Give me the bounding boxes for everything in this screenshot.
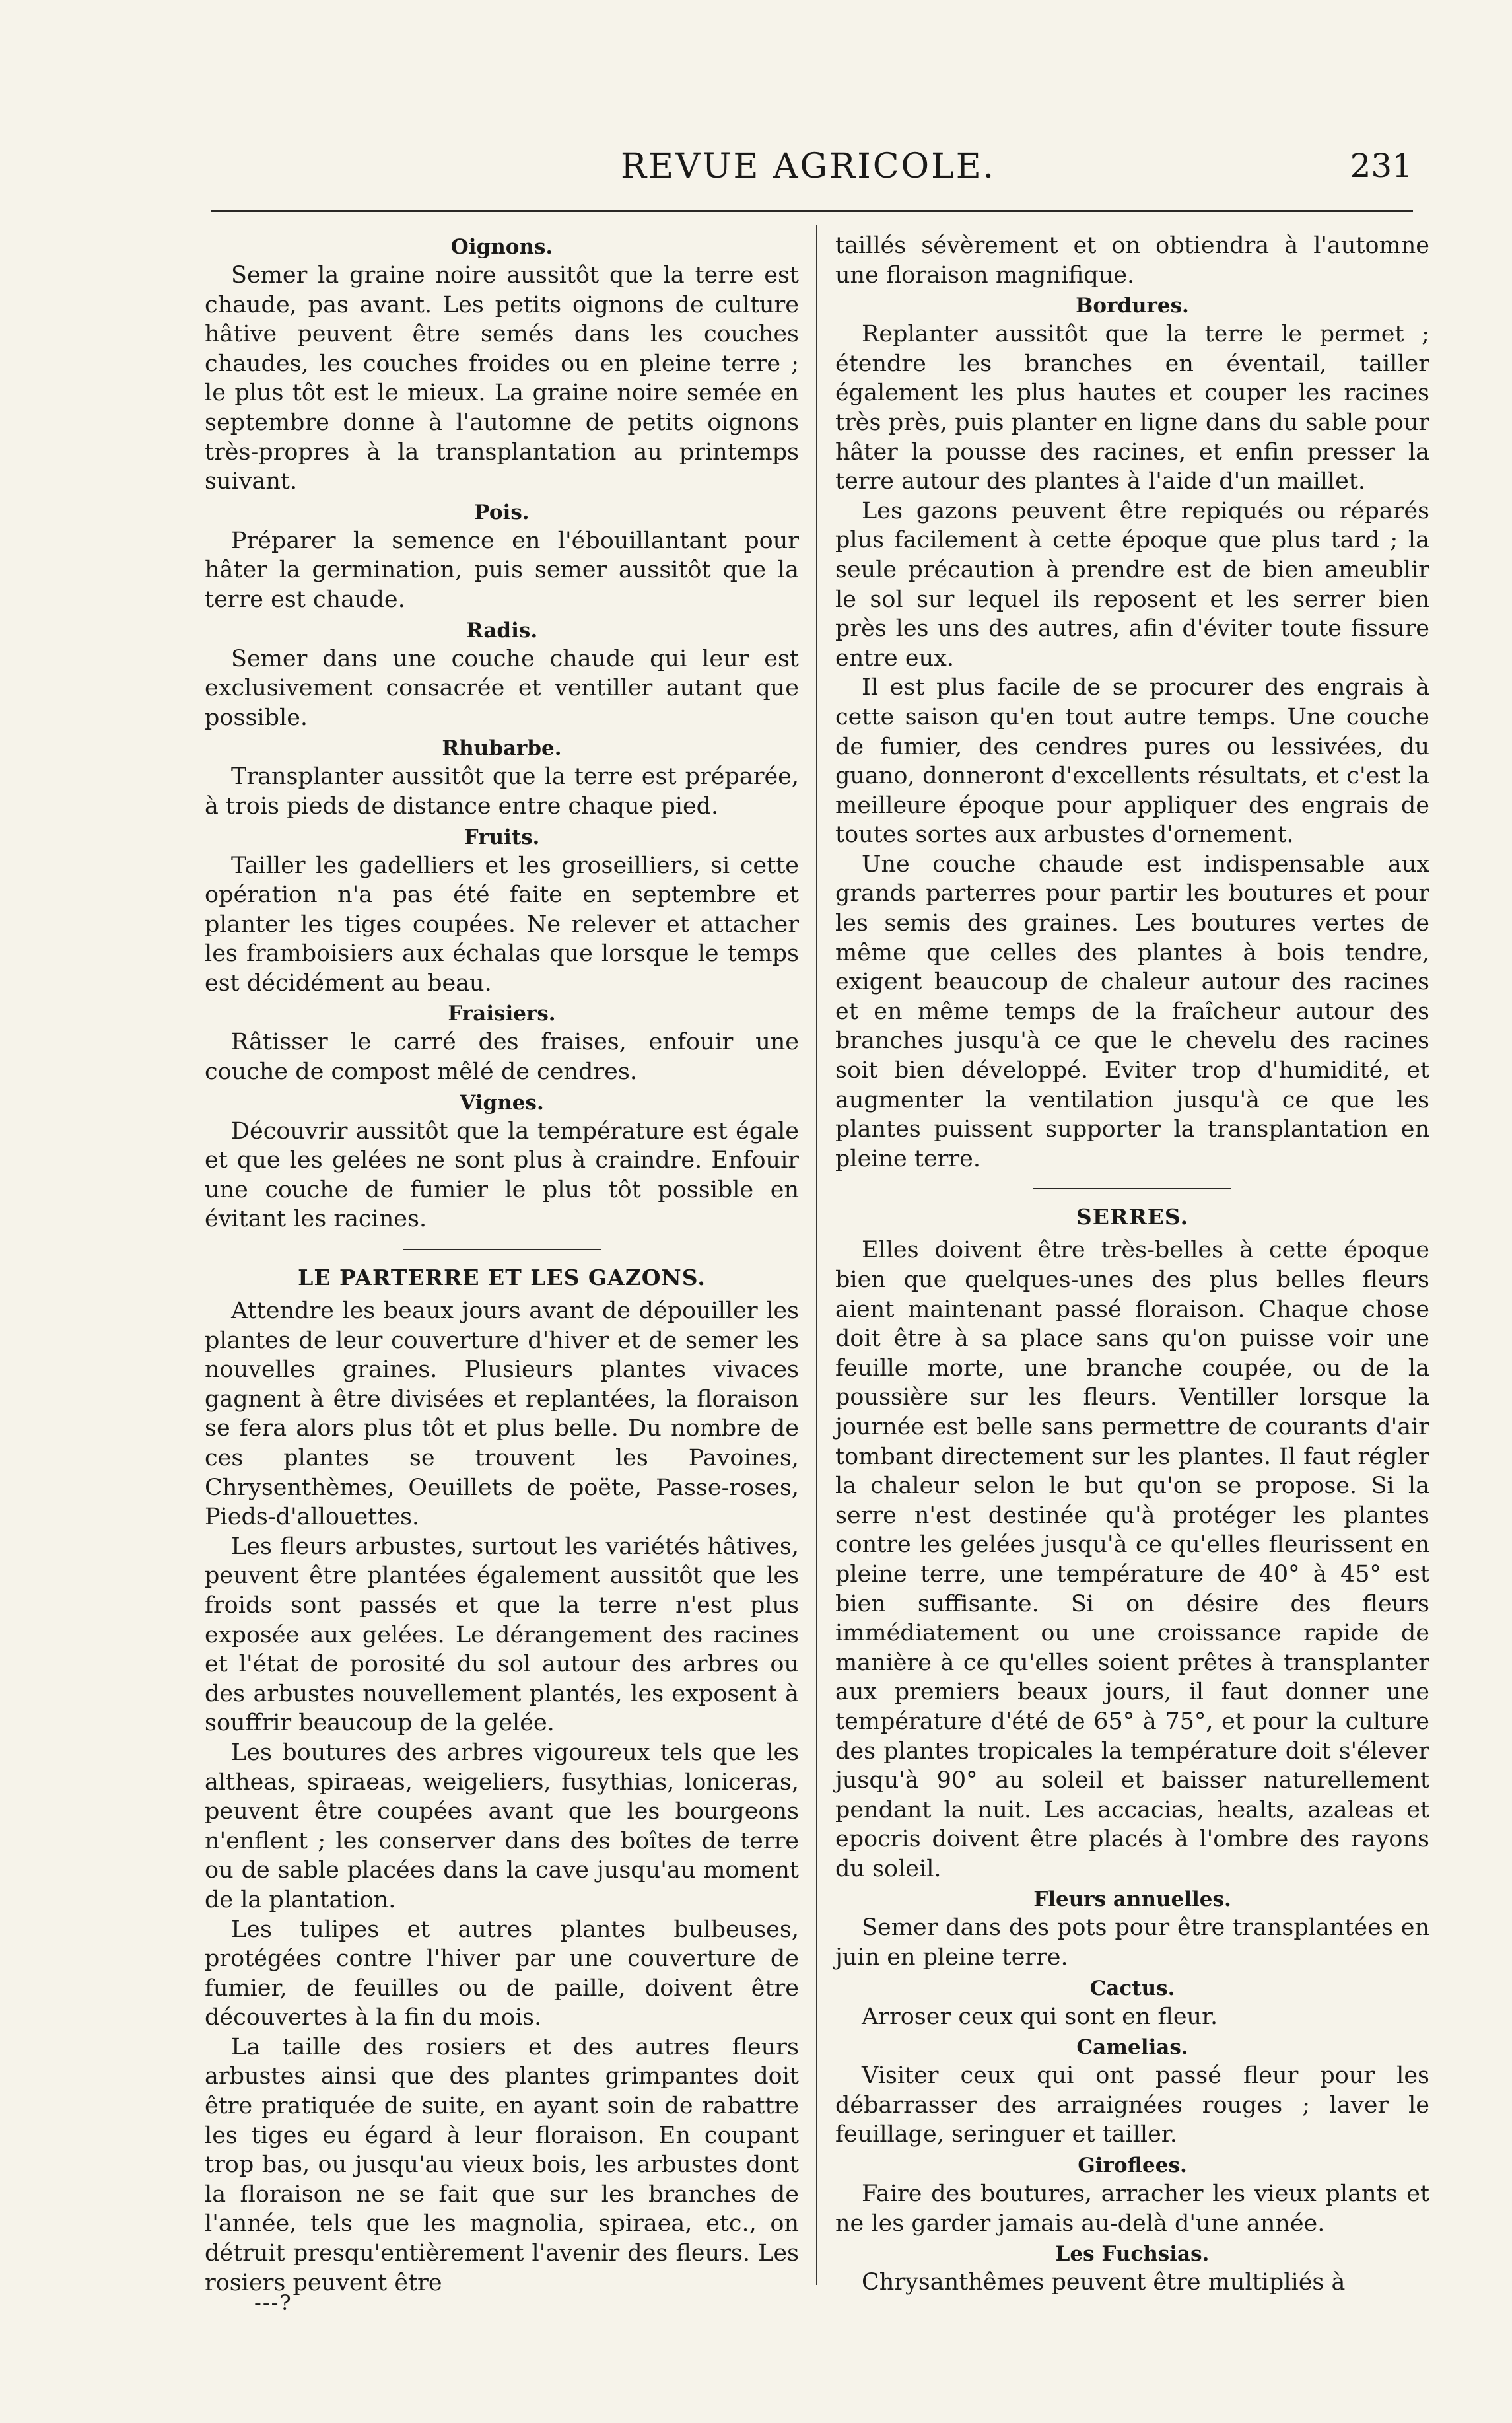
subheading: Camelias.: [1076, 2035, 1188, 2060]
paragraph: Faire des boutures, arracher les vieux plants et ne les garder jamais au-delà d'une année.: [835, 2181, 1429, 2237]
right-column: [835, 231, 1429, 2298]
subheading: Oignons.: [450, 235, 553, 259]
running-title: REVUE AGRICOLE.: [621, 147, 996, 186]
paragraph: Tailler les gadelliers et les groseilliers, si cette opération n'a pas été faite en septembre et planter les tiges coupées. Ne relever et attacher les framboisiers aux échalas que lorsque le temps est décidément au beau.: [205, 852, 799, 997]
paragraph: Semer dans une couche chaude qui leur est exclusivement consacrée et ventiller autant que possible.: [205, 645, 799, 731]
printer-signature: ---?: [254, 2290, 292, 2315]
paragraph: Attendre les beaux jours avant de dépouiller les plantes de leur couverture d'hiver et de semer les nouvelles graines. Plusieurs plantes vivaces gagnent à être divisées et replantées, la floraison se fera alors plus tôt et plus belle. Du nombre de ces plantes se trouvent les Pavoines, Chrysenthèmes, Oeuillets de poëte, Passe-roses, Pieds-d'allouettes.: [205, 1298, 799, 1531]
paragraph: Chrysanthêmes peuvent être multipliés à: [862, 2269, 1346, 2296]
paragraph: Râtisser le carré des fraises, enfouir une couche de compost mêlé de cendres.: [205, 1029, 799, 1086]
page-number: 231: [1350, 147, 1413, 185]
paragraph: Les boutures des arbres vigoureux tels que les altheas, spiraeas, weigeliers, fusythias, loniceras, peuvent être coupées avant que les bourgeons n'enflent ; les conserver dans des boîtes de terre ou de sable placées dans la cave jusqu'au moment de la plantation.: [205, 1739, 799, 1913]
subheading: Bordures.: [1076, 294, 1189, 318]
paragraph: Découvrir aussitôt que la température est égale et que les gelées ne sont plus à craindre. Enfouir une couche de fumier le plus tôt possible en évitant les racines.: [205, 1117, 799, 1233]
page-header: [211, 147, 1413, 193]
subheading: Les Fuchsias.: [1055, 2242, 1210, 2266]
left-column: [205, 231, 799, 2298]
subheading: Pois.: [474, 500, 530, 524]
subheading: Vignes.: [460, 1090, 544, 1115]
section-separator: [403, 1249, 601, 1250]
paragraph: La taille des rosiers et des autres fleurs arbustes ainsi que des plantes grimpantes doit être pratiquée de suite, en ayant soin de rabattre les tiges eu égard à leur floraison. En coupant trop bas, ou jusqu'au vieux bois, les arbustes dont la floraison ne se fait que sur les branches de l'année, tels que les magnolia, spiraea, etc., on détruit presqu'entièrement l'avenir des fleurs. Les rosiers peuvent être: [205, 2033, 799, 2296]
section-separator: [1033, 1188, 1231, 1189]
subheading: Cactus.: [1089, 1976, 1175, 2000]
paragraph: Transplanter aussitôt que la terre est préparée, à trois pieds de distance entre chaque pied.: [205, 763, 799, 820]
paragraph: Les gazons peuvent être repiqués ou réparés plus facilement à cette époque que plus tard ; la seule précaution à prendre est de bien ameublir le sol sur lequel ils reposent et les serrer bien près les uns des autres, afin d'éviter toute fissure entre eux.: [835, 497, 1429, 672]
paragraph: taillés sévèrement et on obtiendra à l'automne une floraison magnifique.: [835, 232, 1429, 289]
subheading: Fruits.: [464, 825, 540, 849]
column-divider: [816, 225, 817, 2285]
paragraph: Elles doivent être très-belles à cette époque bien que quelques-unes des plus belles fleurs aient maintenant passé floraison. Chaque chose doit être à sa place sans qu'on puisse voir une feuille morte, une branche coupée, ou de la poussière sur les fleurs. Ventiller lorsque la journée est belle sans permettre de courants d'air tombant directement sur les plantes. Il faut régler la chaleur selon le but qu'on se propose. Si la serre n'est destinée qu'à protéger les plantes contre les gelées jusqu'à ce qu'elles fleurissent en pleine terre, une température de 40° à 45° est bien suffisante. Si on désire des fleurs immédiatement ou une croissance rapide de manière à ce qu'elles soient prêtes à transplanter aux premiers beaux jours, il faut donner une température d'été de 65° à 75°, et pour la culture des plantes tropicales la température doit s'élever jusqu'à 90° au soleil et baisser naturellement pendant la nuit. Les accacias, healts, azaleas et epocris doivent être placés à l'ombre des rayons du soleil.: [835, 1237, 1429, 1882]
subheading: Radis.: [465, 618, 538, 643]
subheading: Rhubarbe.: [442, 736, 562, 761]
paragraph: Replanter aussitôt que la terre le permet ; étendre les branches en éventail, tailler également les plus hautes et couper les racines très près, puis planter en ligne dans du sable pour hâter la pousse des racines, et enfin presser la terre autour des plantes à l'aide d'un maillet.: [835, 321, 1429, 495]
paragraph: Semer la graine noire aussitôt que la terre est chaude, pas avant. Les petits oignons de culture hâtive peuvent être semés dans les couches chaudes, les couches froides ou en pleine terre ; le plus tôt est le mieux. La graine noire semée en septembre donne à l'automne de petits oignons très-propres à la transplantation au printemps suivant.: [205, 262, 799, 495]
subheading: Giroflees.: [1078, 2154, 1187, 2178]
subheading: Fleurs annuelles.: [1033, 1887, 1231, 1912]
section-heading: LE PARTERRE ET LES GAZONS.: [298, 1265, 706, 1291]
paragraph: Une couche chaude est indispensable aux grands parterres pour partir les boutures et pour les semis des graines. Les boutures vertes de même que celles des plantes à bois tendre, exigent beaucoup de chaleur autour des racines et en même temps de la fraîcheur autour des branches jusqu'à ce que le chevelu des racines soit bien développé. Eviter trop d'humidité, et augmenter la ventilation jusqu'à ce que les plantes puissent supporter la transplantation en pleine terre.: [835, 851, 1429, 1172]
section-heading: SERRES.: [1076, 1204, 1189, 1230]
paragraph: Les fleurs arbustes, surtout les variétés hâtives, peuvent être plantées également aussitôt que les froids sont passés et que la terre n'est plus exposée aux gelées. Le dérangement des racines et l'état de porosité du sol autour des arbres ou des arbustes nouvellement plantés, les exposent à souffrir beaucoup de la gelée.: [205, 1533, 799, 1737]
header-rule: [211, 210, 1413, 212]
paragraph: Arroser ceux qui sont en fleur.: [862, 2003, 1218, 2030]
paragraph: Il est plus facile de se procurer des engrais à cette saison qu'en tout autre temps. Une couche de fumier, des cendres pures ou lessivées, du guano, donneront d'excellents résultats, et c'est la meilleure époque pour appliquer des engrais de toutes sortes aux arbustes d'ornement.: [835, 674, 1429, 849]
paragraph: Préparer la semence en l'ébouillantant pour hâter la germination, puis semer aussitôt que la terre est chaude.: [205, 527, 799, 613]
subheading: Fraisiers.: [448, 1002, 556, 1026]
paragraph: Visiter ceux qui ont passé fleur pour les débarrasser des arraignées rouges ; laver le feuillage, seringuer et tailler.: [835, 2062, 1429, 2148]
paragraph: Semer dans des pots pour être transplantées en juin en pleine terre.: [835, 1914, 1429, 1971]
paragraph: Les tulipes et autres plantes bulbeuses, protégées contre l'hiver par une couverture de fumier, de feuilles ou de paille, doivent être découvertes à la fin du mois.: [205, 1916, 799, 2031]
